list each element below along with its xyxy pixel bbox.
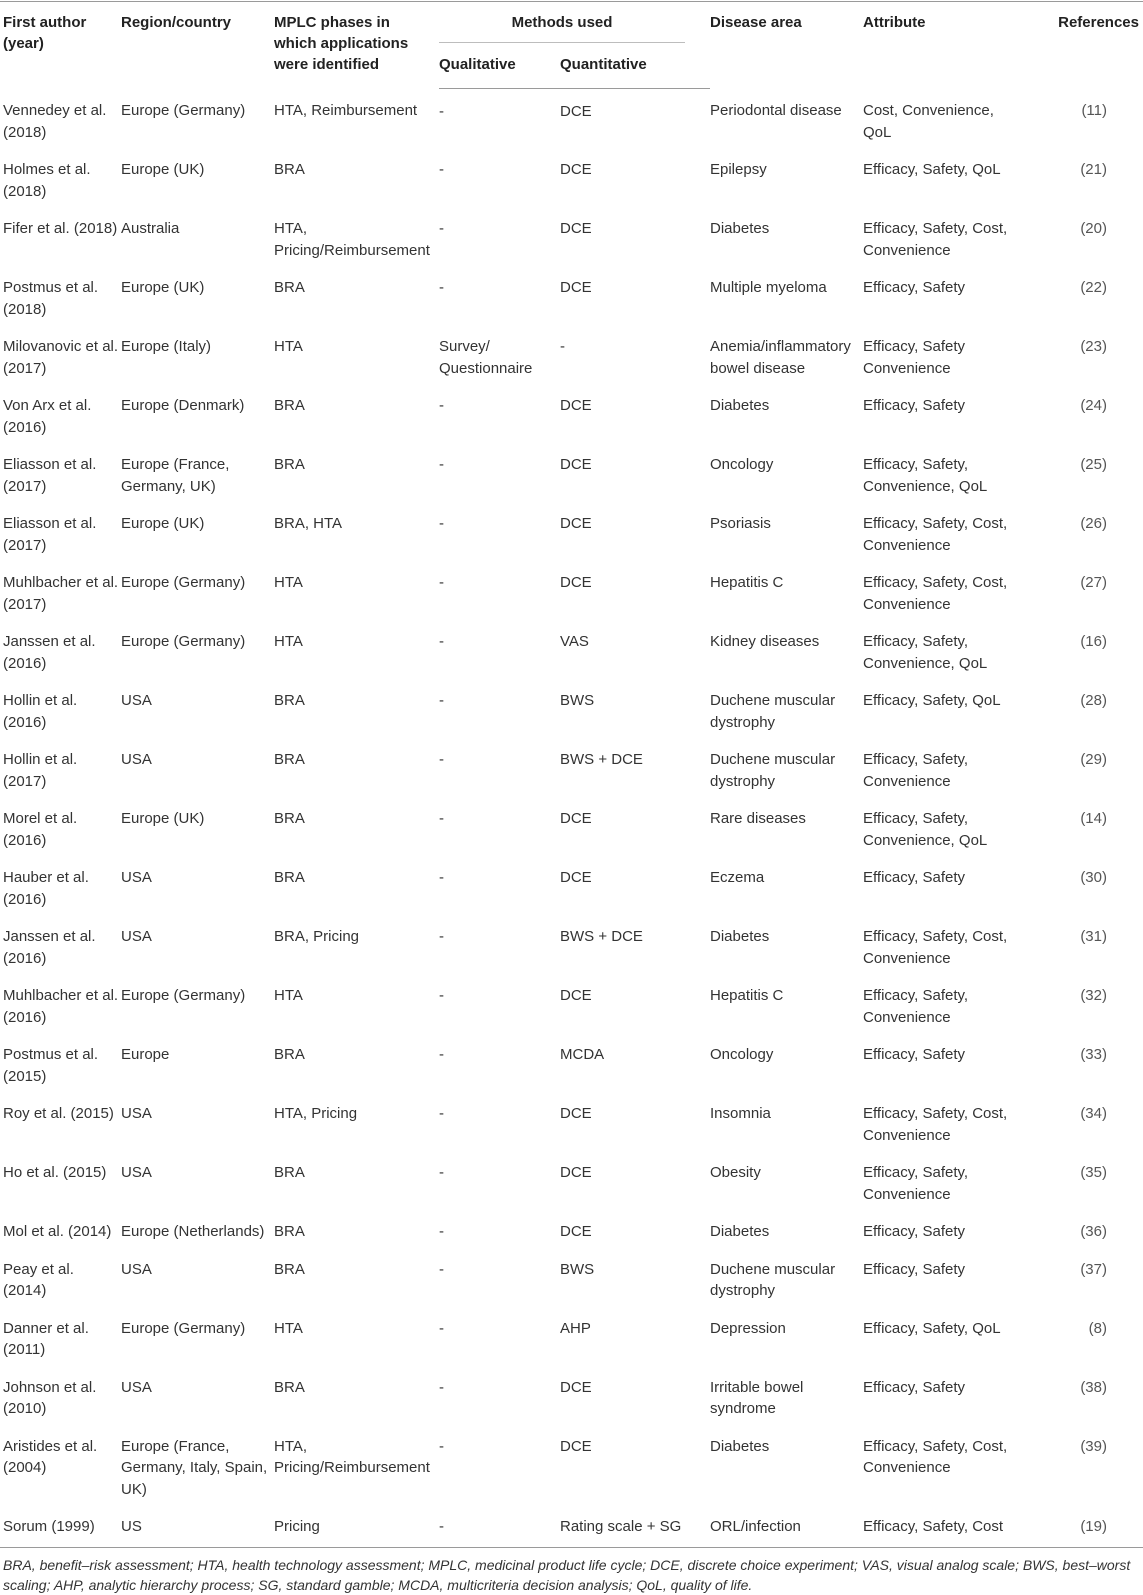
reference-link[interactable]: (31) [1080,928,1107,945]
cell-attribute: Efficacy, Safety, Convenience [863,1164,969,1203]
cell-mplc: BRA [274,1260,305,1278]
cell-mplc: BRA [274,1046,305,1063]
cell-region: USA [121,928,152,945]
cell-qualitative: - [439,1378,444,1396]
reference-link[interactable]: (34) [1080,1105,1107,1122]
cell-author: Milovanovic et al. (2017) [3,338,119,377]
cell-mplc: HTA, Pricing [274,1105,358,1122]
cell-quantitative: BWS + DCE [560,751,643,768]
header-disease: Disease area [710,2,863,89]
cell-author: Mol et al. (2014) [3,1223,112,1240]
reference-link[interactable]: (36) [1080,1223,1107,1240]
cell-author: Muhlbacher et al. (2016) [3,987,119,1026]
table-row [0,738,1143,797]
cell-quantitative: BWS + DCE [560,928,643,945]
cell-quantitative: DCE [560,1378,592,1396]
cell-disease: Obesity [710,1164,761,1181]
cell-disease: Diabetes [710,1223,770,1240]
cell-disease: Duchene muscular dystrophy [710,1260,836,1299]
cell-quantitative: AHP [560,1319,591,1337]
cell-disease: Rare diseases [710,810,806,827]
reference-link[interactable]: (38) [1080,1378,1107,1396]
cell-reference [1023,443,1143,502]
header-region: Region/country [121,2,274,89]
table-row [0,1092,1143,1151]
cell-reference [1023,620,1143,679]
cell-attribute: Efficacy, Safety [863,1223,965,1240]
cell-mplc: HTA [274,633,303,650]
reference-link[interactable]: (22) [1080,279,1107,296]
reference-link[interactable]: (16) [1080,633,1107,650]
cell-qualitative: - [439,1319,444,1337]
cell-qualitative: - [439,633,444,650]
header-mplc: MPLC phases in which applications were identified [274,2,439,89]
cell-region: Europe (UK) [121,279,205,296]
table-body [0,88,1143,1547]
table-row [0,1033,1143,1092]
cell-author: Johnson et al. (2010) [3,1378,97,1417]
cell-author: Eliasson et al. (2017) [3,515,97,554]
cell-mplc: BRA [274,1223,305,1240]
table-row [0,679,1143,738]
reference-link[interactable]: (25) [1080,456,1107,473]
cell-disease: Diabetes [710,1437,770,1455]
cell-disease: Duchene muscular dystrophy [710,751,836,790]
cell-qualitative: - [439,1518,444,1535]
cell-quantitative: DCE [560,397,592,414]
cell-mplc: BRA, Pricing [274,928,360,945]
cell-region: Europe (UK) [121,515,205,532]
cell-mplc: BRA [274,456,305,473]
cell-disease: Duchene muscular dystrophy [710,692,836,731]
cell-attribute: Efficacy, Safety, Convenience [863,751,969,790]
reference-link[interactable]: (24) [1080,397,1107,414]
table-header [0,2,1143,89]
cell-qualitative: - [439,869,444,886]
header-methods-label: Methods used [439,12,685,43]
cell-attribute: Efficacy, Safety, Convenience, QoL [863,456,988,495]
table-row [0,856,1143,915]
cell-mplc: HTA [274,338,303,355]
cell-qualitative: - [439,515,444,532]
cell-mplc: Pricing [274,1518,320,1535]
cell-attribute: Efficacy, Safety Convenience [863,338,965,377]
table-row [0,1210,1143,1248]
cell-mplc: BRA [274,161,305,178]
cell-reference [1023,679,1143,738]
cell-region: Australia [121,220,180,237]
cell-attribute: Efficacy, Safety [863,1260,965,1278]
cell-reference [1023,325,1143,384]
cell-region: USA [121,1378,152,1396]
cell-reference [1023,856,1143,915]
cell-qualitative: - [439,1260,444,1278]
cell-disease: Eczema [710,869,765,886]
cell-author: Danner et al. (2011) [3,1319,89,1358]
cell-qualitative: Survey/ Questionnaire [439,338,533,377]
cell-reference [1023,1033,1143,1092]
cell-attribute: Efficacy, Safety [863,1378,965,1396]
cell-attribute: Efficacy, Safety, Cost, Convenience [863,1437,1008,1476]
table-row [0,1307,1143,1366]
cell-reference [1023,797,1143,856]
mplc-applications-table [0,1,1143,1595]
table-row [0,1366,1143,1425]
header-quantitative: Quantitative [560,43,710,88]
reference-link[interactable]: (8) [1088,1319,1107,1337]
cell-quantitative: BWS [560,1260,595,1278]
cell-author: Holmes et al. (2018) [3,161,91,200]
cell-author: Hollin et al. (2016) [3,692,78,731]
cell-disease: Depression [710,1319,786,1337]
cell-quantitative: DCE [560,987,592,1004]
table-row [0,443,1143,502]
cell-reference [1023,1425,1143,1506]
cell-region: Europe [121,1046,170,1063]
cell-disease: Oncology [710,456,774,473]
header-references: References [1023,2,1143,89]
header-methods [439,2,710,44]
cell-region: Europe (Germany) [121,1319,246,1337]
cell-qualitative: - [439,279,444,296]
cell-disease: Hepatitis C [710,987,784,1004]
cell-author: Hauber et al. (2016) [3,869,89,908]
cell-attribute: Efficacy, Safety [863,397,965,414]
cell-qualitative: - [439,1437,444,1455]
cell-region: Europe (Italy) [121,338,212,355]
cell-quantitative: DCE [560,161,592,178]
cell-attribute: Efficacy, Safety, QoL [863,161,1001,178]
cell-disease: Kidney diseases [710,633,820,650]
table-row [0,502,1143,561]
cell-mplc: HTA, Reimbursement [274,102,418,119]
cell-author: Sorum (1999) [3,1518,95,1535]
cell-disease: Anemia/inflammatory bowel disease [710,338,851,377]
cell-reference [1023,148,1143,207]
cell-reference [1023,1248,1143,1307]
table-row [0,148,1143,207]
reference-link[interactable]: (33) [1080,1046,1107,1063]
cell-qualitative: - [439,1223,444,1240]
table-row [0,1505,1143,1547]
cell-qualitative: - [439,1046,444,1063]
table-row [0,88,1143,148]
cell-attribute: Cost, Convenience, QoL [863,102,994,141]
table-row [0,974,1143,1033]
cell-author: Ho et al. (2015) [3,1164,107,1181]
cell-attribute: Efficacy, Safety, QoL [863,1319,1001,1337]
header-attribute: Attribute [863,2,1023,89]
cell-region: Europe (Germany) [121,102,246,119]
cell-region: Europe (France, Germany, Italy, Spain, UK) [121,1437,268,1498]
cell-reference [1023,974,1143,1033]
cell-attribute: Efficacy, Safety, Convenience, QoL [863,633,988,672]
cell-quantitative: DCE [560,515,592,532]
table-row [0,915,1143,974]
cell-disease: Psoriasis [710,515,771,532]
table-row [0,1151,1143,1210]
cell-reference [1023,384,1143,443]
cell-attribute: Efficacy, Safety [863,1046,965,1063]
cell-region: USA [121,869,152,886]
cell-mplc: HTA, Pricing/Reimbursement [274,220,430,259]
cell-region: US [121,1518,142,1535]
table-row [0,797,1143,856]
table-row [0,266,1143,325]
cell-region: USA [121,692,152,709]
cell-author: Hollin et al. (2017) [3,751,78,790]
cell-region: USA [121,1105,152,1122]
cell-region: USA [121,751,152,768]
cell-author: Janssen et al. (2016) [3,633,96,672]
reference-link[interactable]: (39) [1080,1437,1107,1455]
reference-link[interactable]: (28) [1080,692,1107,709]
cell-mplc: BRA [274,397,305,414]
cell-attribute: Efficacy, Safety [863,279,965,296]
reference-link[interactable]: (14) [1080,810,1107,827]
cell-region: Europe (Germany) [121,574,246,591]
table-row [0,207,1143,266]
cell-quantitative: BWS [560,692,595,709]
cell-region: Europe (France, Germany, UK) [121,456,230,495]
cell-quantitative: DCE [560,810,592,827]
cell-reference [1023,1307,1143,1366]
cell-disease: Hepatitis C [710,574,784,591]
table-row [0,1248,1143,1307]
cell-reference [1023,502,1143,561]
reference-link[interactable]: (21) [1080,161,1107,178]
cell-mplc: BRA [274,279,305,296]
cell-mplc: BRA [274,1164,305,1181]
cell-attribute: Efficacy, Safety, Cost, Convenience [863,515,1008,554]
cell-qualitative: - [439,810,444,827]
table-row [0,1425,1143,1506]
table-row [0,384,1143,443]
cell-author: Aristides et al. (2004) [3,1437,98,1476]
cell-qualitative: - [439,102,444,120]
cell-attribute: Efficacy, Safety, Cost, Convenience [863,220,1008,259]
cell-qualitative: - [439,161,444,178]
cell-disease: Irritable bowel syndrome [710,1378,804,1417]
cell-author: Fifer et al. (2018) [3,220,118,237]
cell-author: Vennedey et al. (2018) [3,102,107,141]
cell-region: Europe (Netherlands) [121,1223,265,1240]
reference-link[interactable]: (30) [1080,869,1107,886]
cell-qualitative: - [439,751,444,768]
cell-reference [1023,1092,1143,1151]
cell-quantitative: DCE [560,1105,592,1122]
cell-region: Europe (Germany) [121,633,246,650]
cell-author: Postmus et al. (2018) [3,279,99,318]
cell-disease: Epilepsy [710,161,767,178]
reference-link[interactable]: (26) [1080,515,1107,532]
table-footnote: BRA, benefit–risk assessment; HTA, health technology assessment; MPLC, medicinal product life cycle; DCE, discrete choice experiment; VAS, visual analog scale; BWS, best–worst scaling; AHP, analytic hierarchy process; SG, standard gamble; MCDA, multicriteria decision analysis; QoL, quality of life. [0,1547,1143,1595]
cell-region: Europe (Denmark) [121,397,245,414]
cell-attribute: Efficacy, Safety, Cost, Convenience [863,928,1008,967]
cell-mplc: HTA [274,987,303,1004]
cell-disease: Insomnia [710,1105,771,1122]
cell-mplc: HTA, Pricing/Reimbursement [274,1437,430,1476]
cell-quantitative: DCE [560,456,592,473]
cell-reference [1023,1505,1143,1547]
cell-disease: Diabetes [710,928,770,945]
cell-mplc: BRA [274,810,305,827]
cell-mplc: HTA [274,574,303,591]
cell-attribute: Efficacy, Safety, QoL [863,692,1001,709]
cell-quantitative: MCDA [560,1046,605,1063]
reference-link[interactable]: (23) [1080,338,1107,355]
cell-mplc: HTA [274,1319,303,1337]
cell-reference [1023,266,1143,325]
cell-disease: Oncology [710,1046,774,1063]
reference-link[interactable]: (27) [1080,574,1107,591]
table-row [0,325,1143,384]
cell-reference [1023,561,1143,620]
reference-link[interactable]: (20) [1080,220,1107,237]
cell-qualitative: - [439,220,444,237]
cell-mplc: BRA [274,692,305,709]
cell-region: Europe (Germany) [121,987,246,1004]
cell-author: Eliasson et al. (2017) [3,456,97,495]
cell-quantitative: DCE [560,1437,592,1455]
cell-region: USA [121,1260,152,1278]
cell-quantitative: Rating scale + SG [560,1518,682,1535]
reference-link[interactable]: (35) [1080,1164,1107,1181]
reference-link[interactable]: (11) [1081,102,1107,119]
cell-qualitative: - [439,397,444,414]
cell-qualitative: - [439,1164,444,1181]
cell-quantitative: DCE [560,869,592,886]
cell-qualitative: - [439,692,444,709]
cell-region: USA [121,1164,152,1181]
cell-region: Europe (UK) [121,161,205,178]
cell-quantitative: DCE [560,220,592,237]
cell-attribute: Efficacy, Safety, Cost, Convenience [863,1105,1008,1144]
cell-author: Muhlbacher et al. (2017) [3,574,119,613]
cell-author: Von Arx et al. (2016) [3,397,92,436]
cell-disease: Periodontal disease [710,102,842,119]
cell-reference [1023,88,1143,148]
cell-author: Postmus et al. (2015) [3,1046,99,1085]
cell-mplc: BRA [274,1378,305,1396]
cell-attribute: Efficacy, Safety, Cost [863,1518,1004,1535]
cell-mplc: BRA [274,869,305,886]
cell-author: Janssen et al. (2016) [3,928,96,967]
cell-mplc: BRA, HTA [274,515,343,532]
reference-link[interactable]: (29) [1080,751,1107,768]
cell-author: Peay et al. (2014) [3,1260,74,1299]
cell-quantitative: DCE [560,102,592,120]
cell-attribute: Efficacy, Safety, Convenience [863,987,969,1026]
cell-qualitative: - [439,1105,444,1122]
table-row [0,620,1143,679]
cell-disease: Diabetes [710,220,770,237]
cell-quantitative: DCE [560,1164,592,1181]
reference-link[interactable]: (32) [1080,987,1107,1004]
cell-attribute: Efficacy, Safety, Convenience, QoL [863,810,988,849]
cell-reference [1023,207,1143,266]
cell-mplc: BRA [274,751,305,768]
table-row [0,561,1143,620]
cell-region: Europe (UK) [121,810,205,827]
cell-qualitative: - [439,456,444,473]
cell-quantitative: DCE [560,279,592,296]
cell-author: Morel et al. (2016) [3,810,78,849]
cell-disease: ORL/infection [710,1518,801,1535]
cell-attribute: Efficacy, Safety [863,869,965,886]
cell-attribute: Efficacy, Safety, Cost, Convenience [863,574,1008,613]
cell-reference [1023,1151,1143,1210]
reference-link[interactable]: (37) [1080,1260,1107,1278]
cell-disease: Multiple myeloma [710,279,827,296]
cell-reference [1023,915,1143,974]
reference-link[interactable]: (19) [1080,1518,1107,1535]
cell-author: Roy et al. (2015) [3,1105,114,1122]
cell-qualitative: - [439,987,444,1004]
cell-disease: Diabetes [710,397,770,414]
cell-reference [1023,1210,1143,1248]
cell-reference [1023,738,1143,797]
cell-quantitative: - [560,338,565,355]
cell-qualitative: - [439,928,444,945]
cell-quantitative: DCE [560,1223,592,1240]
header-qualitative: Qualitative [439,43,560,88]
header-author: First author (year) [0,2,121,89]
cell-quantitative: DCE [560,574,592,591]
cell-qualitative: - [439,574,444,591]
cell-quantitative: VAS [560,633,589,650]
cell-reference [1023,1366,1143,1425]
